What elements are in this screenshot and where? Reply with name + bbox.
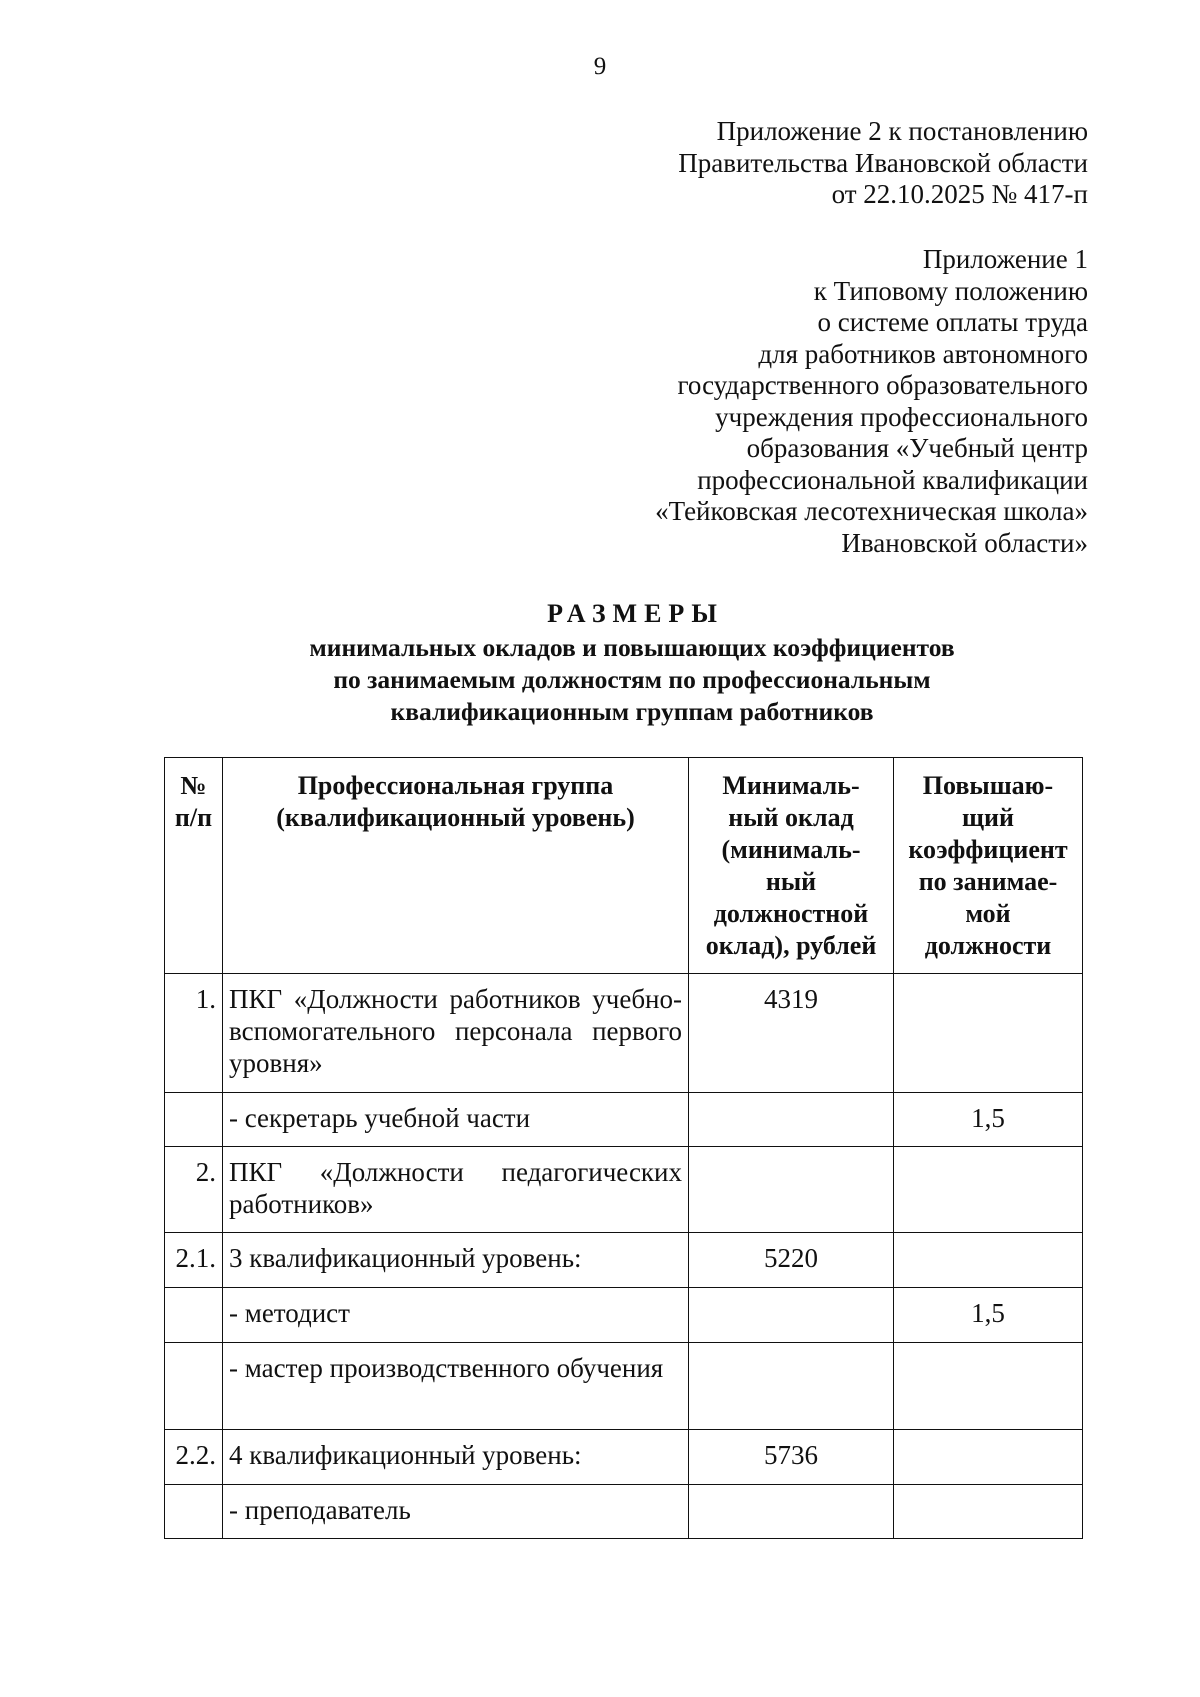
appendix-2-line: Приложение 2 к постановлению: [716, 116, 1088, 146]
header-line: №: [180, 771, 207, 800]
header-line: коэффициент: [908, 835, 1068, 864]
title-main: РАЗМЕРЫ: [547, 599, 724, 628]
row-salary: [689, 1485, 894, 1539]
row-group-name: 4 квалификационный уровень:: [223, 1430, 689, 1485]
header-line: Профессиональная группа: [297, 771, 614, 800]
salary-table: [164, 757, 1083, 1539]
page-number: 9: [593, 53, 607, 80]
row-salary: 5220: [689, 1233, 894, 1288]
header-line: п/п: [174, 803, 213, 832]
row-salary: 5736: [689, 1430, 894, 1485]
row-salary: [689, 1093, 894, 1147]
row-number: [165, 1485, 223, 1539]
row-number: [165, 1093, 223, 1147]
header-line: Повышаю-: [922, 771, 1054, 800]
row-group-name: - секретарь учебной части: [223, 1093, 689, 1147]
row-coefficient: [894, 974, 1083, 1093]
row-group-name: - мастер производственного обучения: [223, 1343, 689, 1430]
header-line: по занимае-: [918, 867, 1058, 896]
header-line: должности: [924, 931, 1052, 960]
header-line: оклад), рублей: [705, 931, 877, 960]
header-line: мой: [965, 899, 1011, 928]
header-line: ный оклад: [728, 803, 854, 832]
table-row: [165, 1343, 1083, 1430]
row-salary: [689, 1288, 894, 1343]
appendix-1-line: государственного образовательного: [677, 370, 1088, 400]
table-header-row: [165, 758, 1083, 974]
row-group-name: ПКГ «Должности работников учебно-вспомогательного персонала первого уровня»: [223, 974, 689, 1093]
row-coefficient: 1,5: [894, 1093, 1083, 1147]
appendix-1-line: профессиональной квалификации: [697, 464, 1088, 495]
appendix-2-header: [678, 116, 1088, 211]
row-coefficient: 1,5: [894, 1288, 1083, 1343]
document-title: [160, 596, 1104, 728]
row-number: 2.: [165, 1147, 223, 1233]
appendix-1-line: образования «Учебный центр: [746, 433, 1088, 463]
table-row: [165, 1147, 1083, 1233]
appendix-1-line: для работников автономного: [758, 338, 1088, 369]
table-row: [165, 1233, 1083, 1288]
title-subtitle-line: квалификационным группам работников: [390, 697, 874, 726]
header-minimum-salary: [689, 758, 894, 974]
appendix-1-line: «Тейковская лесотехническая школа»: [655, 496, 1088, 526]
row-group-name: 3 квалификационный уровень:: [223, 1233, 689, 1288]
appendix-1-line: Ивановской области»: [841, 527, 1088, 558]
row-salary: [689, 1147, 894, 1233]
table-row: [165, 974, 1083, 1093]
appendix-1-line: к Типовому положению: [813, 275, 1088, 306]
appendix-2-line: от 22.10.2025 № 417-п: [831, 179, 1088, 209]
appendix-1-line: учреждения профессионального: [715, 401, 1088, 432]
header-line: должностной: [713, 899, 869, 928]
header-increasing-coefficient: [894, 758, 1083, 974]
header-professional-group: [223, 758, 689, 974]
appendix-1-line: о системе оплаты труда: [817, 307, 1088, 337]
header-line: Минималь-: [722, 771, 860, 800]
table-row: [165, 1430, 1083, 1485]
title-subtitle-line: по занимаемым должностям по профессиональным: [333, 665, 931, 694]
row-coefficient: [894, 1343, 1083, 1430]
row-coefficient: [894, 1233, 1083, 1288]
row-coefficient: [894, 1430, 1083, 1485]
row-group-name: - методист: [223, 1288, 689, 1343]
row-coefficient: [894, 1485, 1083, 1539]
header-line: (квалификационный уровень): [276, 803, 635, 832]
row-number: [165, 1343, 223, 1430]
row-coefficient: [894, 1147, 1083, 1233]
row-number: [165, 1288, 223, 1343]
header-line: ный: [765, 867, 817, 896]
header-line: щий: [962, 803, 1014, 832]
row-number: 2.2.: [165, 1430, 223, 1485]
title-subtitle-line: минимальных окладов и повышающих коэффициентов: [309, 633, 955, 662]
row-group-name: ПКГ «Должности педагогических работников»: [223, 1147, 689, 1233]
row-salary: [689, 1343, 894, 1430]
row-number: 1.: [165, 974, 223, 1093]
appendix-1-line: Приложение 1: [922, 244, 1088, 274]
header-line: (минималь-: [721, 835, 861, 864]
appendix-1-header: [655, 244, 1088, 559]
row-number: 2.1.: [165, 1233, 223, 1288]
table-row: [165, 1093, 1083, 1147]
header-number: [165, 758, 223, 974]
table-row: [165, 1288, 1083, 1343]
row-salary: 4319: [689, 974, 894, 1093]
table-row: [165, 1485, 1083, 1539]
row-group-name: - преподаватель: [223, 1485, 689, 1539]
appendix-2-line: Правительства Ивановской области: [678, 147, 1088, 178]
